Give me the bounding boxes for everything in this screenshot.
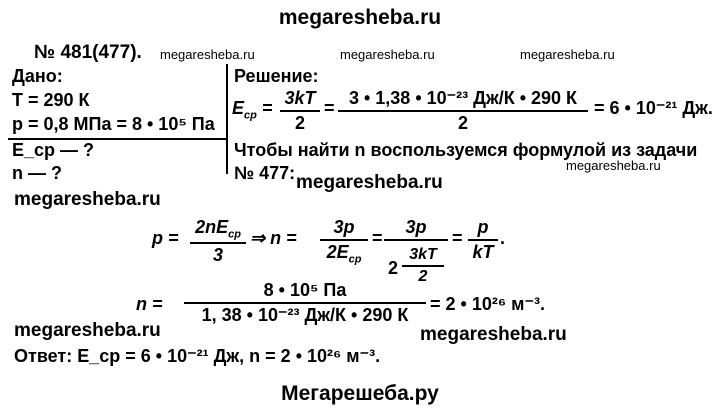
watermark-4: megaresheba.ru: [566, 158, 661, 173]
problem-number: № 481(477).: [34, 42, 142, 63]
energy-result: = 6 • 10⁻²¹ Дж.: [594, 98, 713, 118]
energy-lhs: $E_{ср}$ =: [232, 98, 273, 122]
watermark-1: megaresheba.ru: [160, 47, 255, 62]
given-find-energy: E_ср — ?: [12, 140, 95, 160]
n-equals-1: =: [372, 228, 383, 248]
solution-text-1: Чтобы найти n воспользуемся формулой из задачи: [234, 140, 698, 160]
watermark-5: megaresheba.ru: [296, 172, 443, 193]
n-fraction-3: p kT: [468, 217, 498, 263]
energy-fraction-1: 3kT 2: [280, 88, 320, 134]
watermark-7: megaresheba.ru: [14, 320, 161, 341]
energy-fraction-2: 3 • 1,38 • 10⁻²³ Дж/К • 290 К 2: [338, 88, 588, 134]
energy-equals: =: [324, 98, 335, 118]
p-lhs: p =: [152, 228, 179, 248]
solution-text-2: № 477:: [234, 163, 296, 183]
n-fraction-1: 3p $2E_{ср}$: [320, 217, 368, 266]
watermark-2: megaresheba.ru: [340, 47, 435, 62]
watermark-6: megaresheba.ru: [14, 189, 161, 210]
n-fraction-2-den-pre: 2: [388, 258, 399, 278]
solution-title: Решение:: [234, 66, 319, 86]
p-fraction: $2nE_{ср}$ 3: [190, 217, 246, 266]
n-period: .: [500, 228, 506, 248]
answer: Ответ: E_ср = 6 • 10⁻²¹ Дж, n = 2 • 10²⁶ м⁻³.: [14, 346, 381, 366]
given-vertical-divider: [226, 64, 228, 174]
n-fraction-2: 3p: [384, 217, 448, 242]
watermark-8: megaresheba.ru: [420, 324, 567, 345]
p-arrow: ⇒ n =: [250, 228, 297, 248]
given-temperature: T = 290 К: [12, 90, 90, 110]
n-equals-2: =: [452, 228, 463, 248]
n-lhs: n =: [136, 294, 163, 314]
watermark-3: megaresheba.ru: [520, 47, 615, 62]
header-site: megaresheba.ru: [278, 6, 442, 29]
given-pressure: p = 0,8 МПа = 8 • 10⁵ Па: [12, 114, 215, 134]
n-fraction-numeric: 8 • 10⁵ Па 1, 38 • 10⁻²³ Дж/К • 290 К: [184, 280, 426, 326]
given-find-concentration: n — ?: [12, 163, 62, 183]
given-title: Дано:: [12, 66, 63, 86]
n-fraction-2-inner: 3kT 2: [402, 246, 444, 286]
footer-site: Мегарешеба.ру: [281, 382, 439, 405]
n-result: = 2 • 10²⁶ м⁻³.: [430, 294, 545, 314]
